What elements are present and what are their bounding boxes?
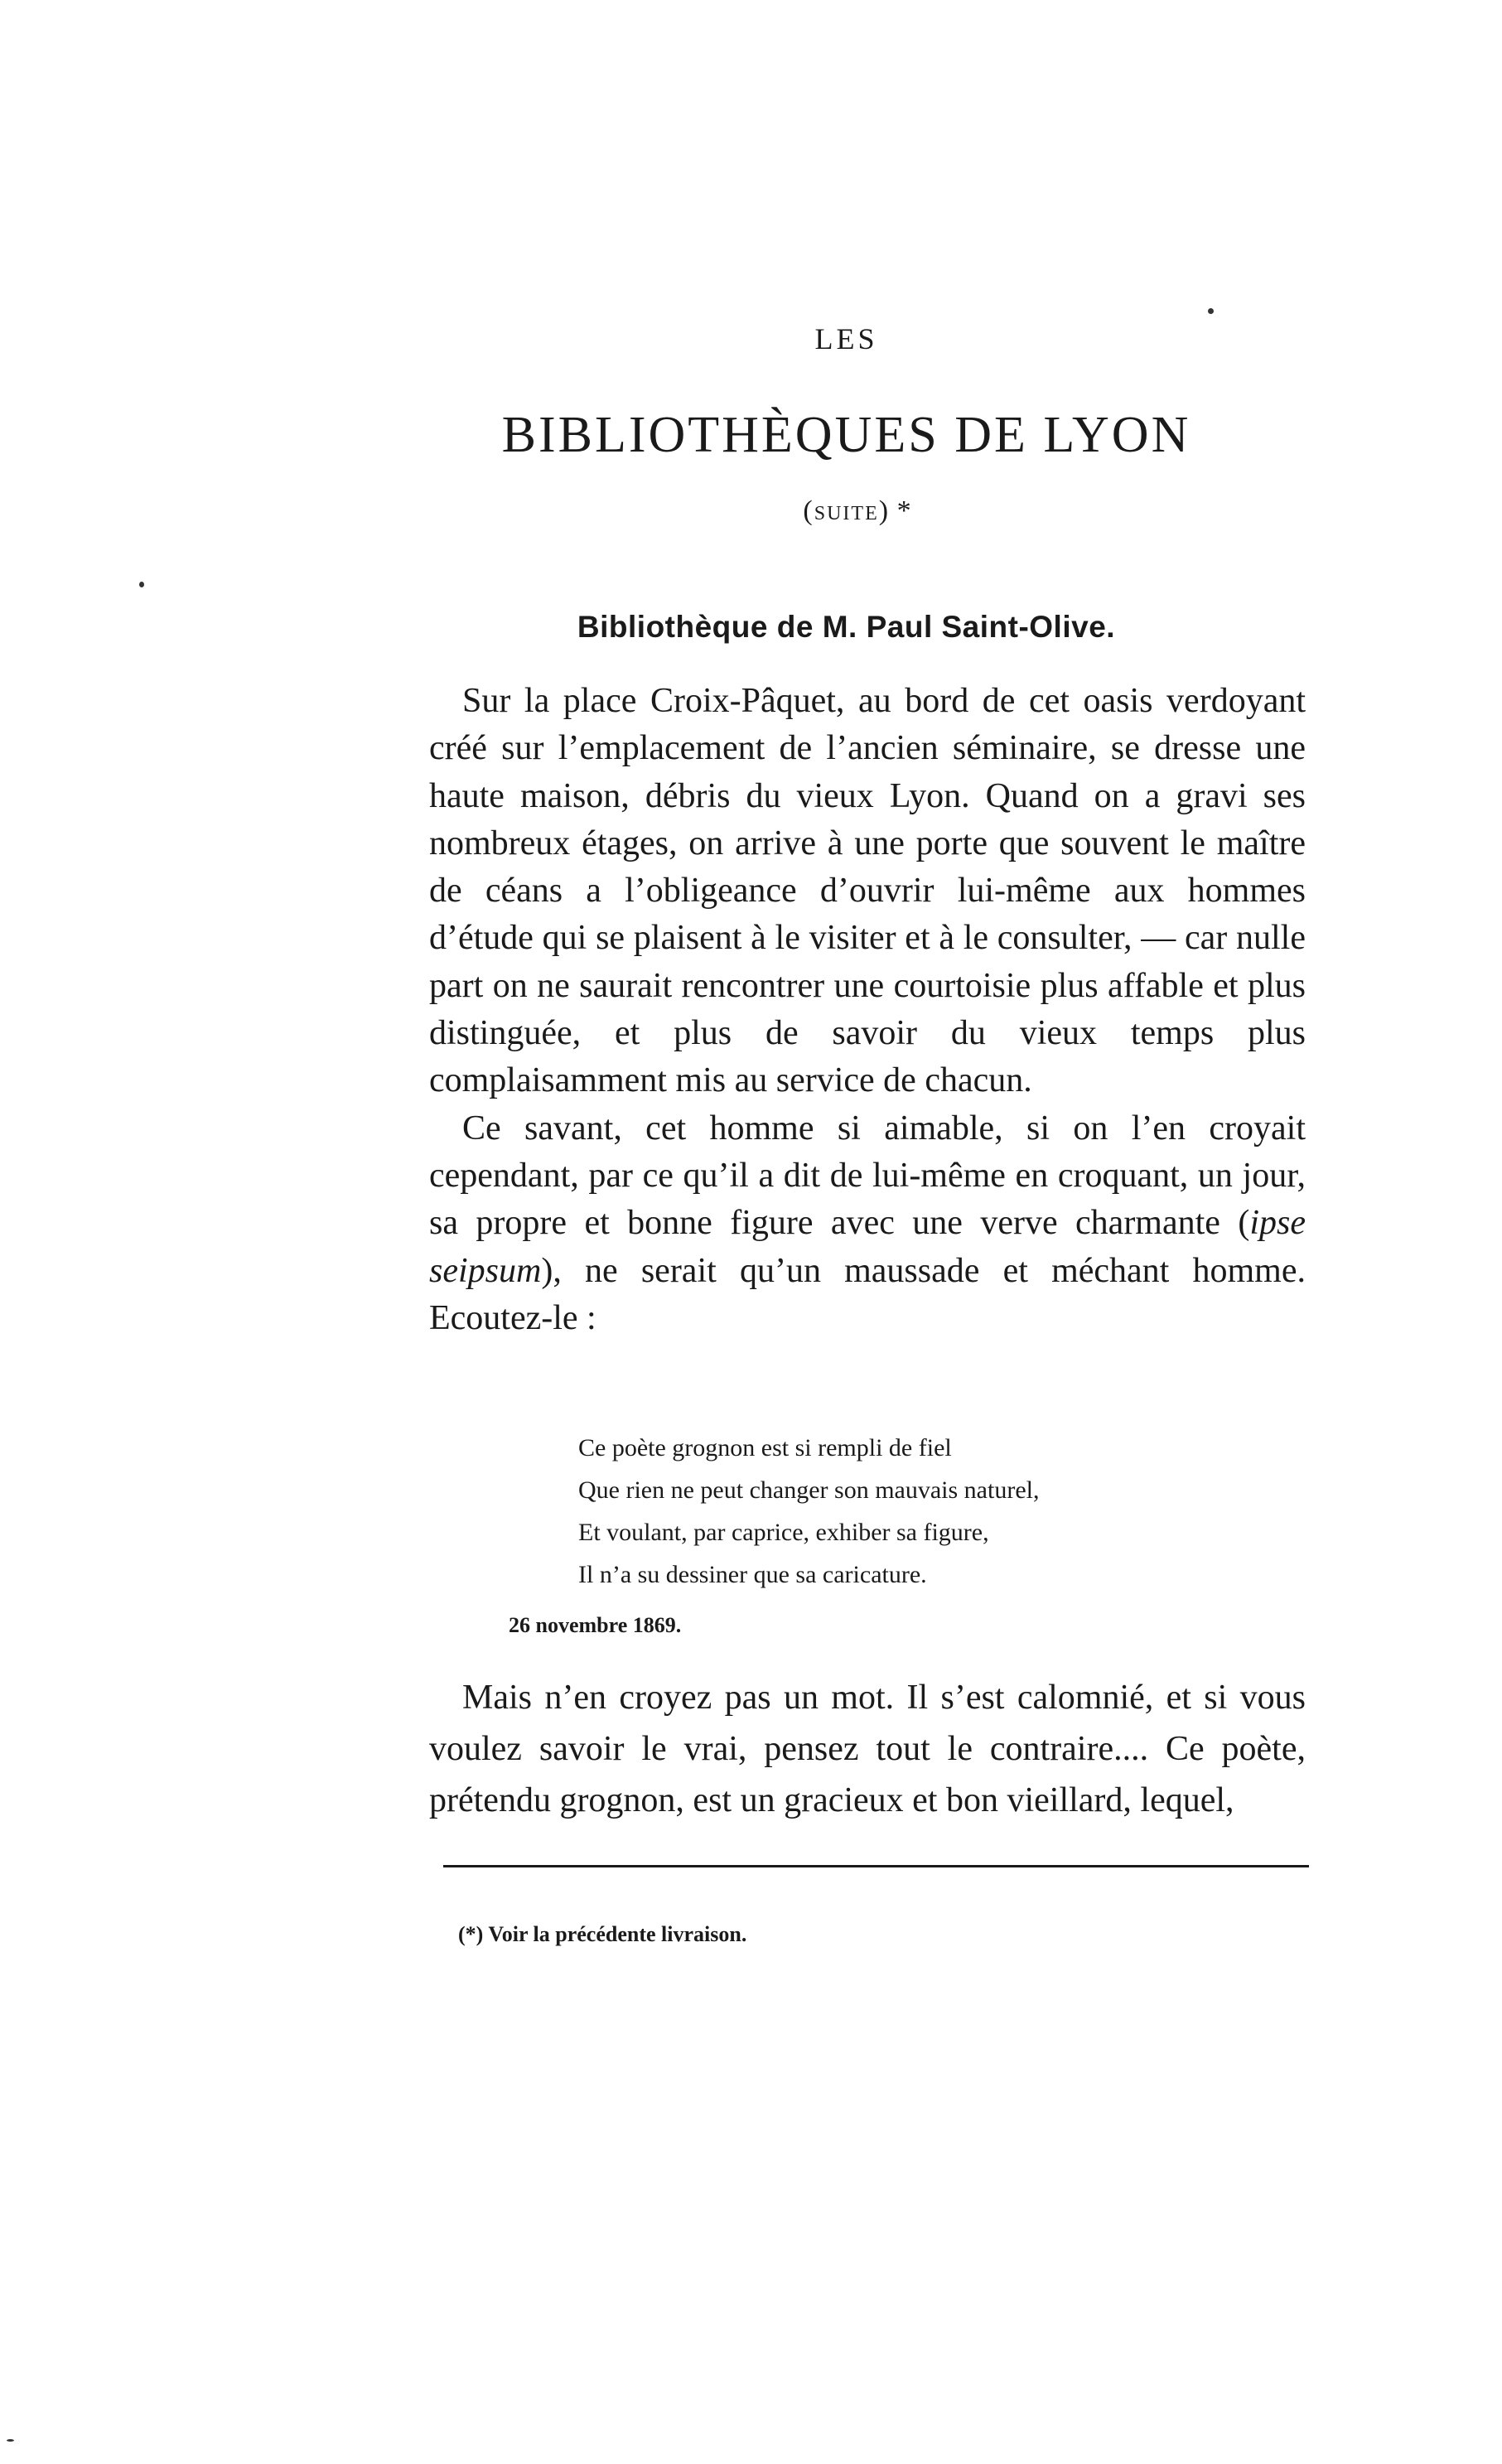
section-heading: Bibliothèque de M. Paul Saint-Olive. (577, 610, 1116, 644)
body-text-block-2 (429, 1672, 1306, 1826)
poem-date: 26 novembre 1869. (509, 1613, 682, 1637)
subtitle-suite (0, 495, 1502, 527)
poem-block (578, 1427, 1039, 1596)
page-title: BIBLIOTHÈQUES DE LYON (501, 407, 1191, 463)
body-text-block-1 (429, 678, 1306, 1342)
footnote-marker: * (896, 495, 911, 526)
paragraph-1: Sur la place Croix-Pâquet, au bord de cet oasis verdoyant créé sur l’emplacement de l’ancien séminaire, se dresse une haute maison, débris du vieux Lyon. Quand on a gravi ses nombreux étages, on arrive à une porte que souvent le maître de céans a l’obligeance d’ouvrir lui-même aux hommes d’étude qui se plaisent à le visiter et à le consulter, — car nulle part on ne saurait rencontrer une courtoisie plus affable et plus distinguée, et plus de savoir du vieux temps plus complaisamment mis au service de chacun. (429, 682, 1306, 1100)
paragraph-3: Mais n’en croyez pas un mot. Il s’est calomnié, et si vous voulez savoir le vrai, pensez tout le contraire.... Ce poète, prétendu grognon, est un gracieux et bon vieillard, lequel, (429, 1679, 1306, 1819)
poem-line-4: Il n’a su dessiner que sa caricature. (578, 1561, 927, 1588)
footnote: (*) Voir la précédente livraison. (458, 1922, 747, 1946)
suite-label: (suite) (803, 495, 891, 526)
ink-speck (7, 2439, 14, 2442)
paragraph-2 (429, 1105, 1306, 1342)
paragraph-2-start: Ce savant, cet homme si aimable, si on l’en croyait cependant, par ce qu’il a dit de lui-même en croquant, un jour, sa propre et bonne figure avec une verve charmante ( (429, 1109, 1306, 1243)
ink-speck (1208, 308, 1214, 314)
footnote-divider (443, 1865, 1309, 1867)
header-les: LES (814, 322, 878, 355)
poem-line-3: Et voulant, par caprice, exhiber sa figure, (578, 1519, 989, 1546)
ink-speck (139, 582, 144, 587)
poem-line-2: Que rien ne peut changer son mauvais naturel, (578, 1476, 1040, 1504)
paragraph-2-end: ), ne serait qu’un maussade et méchant homme. Ecoutez-le : (429, 1251, 1306, 1337)
paragraph-2-italic: ipse seipsum (429, 1204, 1306, 1290)
poem-line-1: Ce poète grognon est si rempli de fiel (578, 1434, 952, 1461)
